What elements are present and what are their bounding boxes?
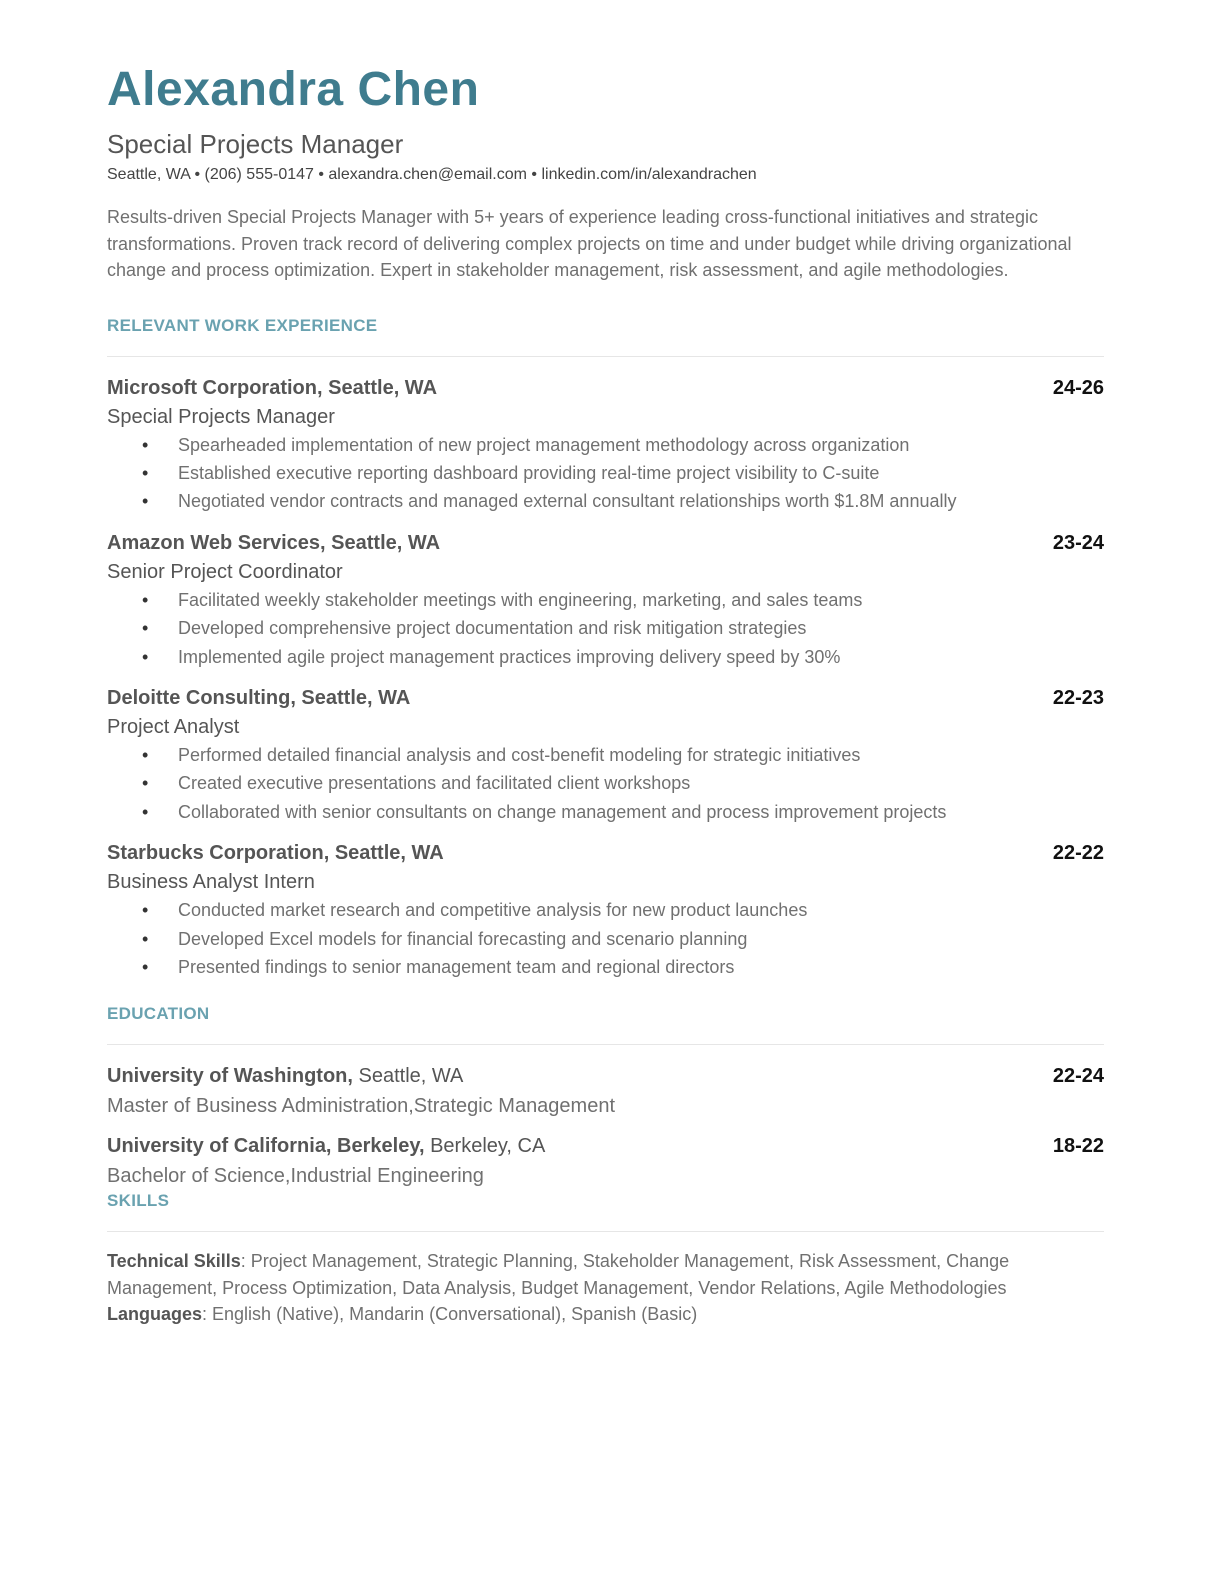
job-bullets xyxy=(107,431,1104,516)
skills-technical-label: Technical Skills xyxy=(107,1251,241,1272)
skills-languages-text: : English (Native), Mandarin (Conversational), Spanish (Basic) xyxy=(202,1304,698,1325)
education-dates: 18-22 xyxy=(1052,1135,1104,1158)
education-location: Seattle, WA xyxy=(352,1065,464,1088)
job-bullets xyxy=(107,586,1104,671)
section-divider xyxy=(107,1231,1104,1232)
job-dates: 22-22 xyxy=(1052,842,1104,865)
skills-technical-text: : Project Management, Strategic Planning, Stakeholder Management, Risk Assessment, Change Management, Process Optimization, Data Analysis, Budget Management, Vendor Relations, Agile Methodologies xyxy=(107,1251,1010,1298)
education-school-line xyxy=(107,1133,545,1159)
job-entry xyxy=(107,375,1104,516)
job-bullet: • Conducted market research and competitive analysis for new product launches xyxy=(107,896,1104,924)
contact-line: Seattle, WA • (206) 555-0147 • alexandra.chen@email.com • linkedin.com/in/alexandrachen xyxy=(107,166,757,183)
job-bullet: • Developed comprehensive project documentation and risk mitigation strategies xyxy=(107,614,1104,642)
section-heading-skills: SKILLS xyxy=(107,1191,170,1211)
education-location: Berkeley, CA xyxy=(424,1135,546,1158)
job-role: Business Analyst Intern xyxy=(107,871,315,894)
skills-technical xyxy=(107,1248,1104,1301)
job-bullet: • Created executive presentations and facilitated client workshops xyxy=(107,769,1104,797)
education-entry xyxy=(107,1063,1104,1120)
job-bullet: • Established executive reporting dashboard providing real-time project visibility to C-suite xyxy=(107,459,1104,487)
job-entry xyxy=(107,530,1104,671)
job-company: Amazon Web Services, Seattle, WA xyxy=(107,531,441,554)
job-bullet: • Performed detailed financial analysis and cost-benefit modeling for strategic initiatives xyxy=(107,741,1104,769)
education-school-line xyxy=(107,1063,463,1089)
candidate-name: Alexandra Chen xyxy=(107,63,480,116)
skills-section xyxy=(107,1190,1104,1328)
experience-section xyxy=(107,315,1104,982)
job-bullets xyxy=(107,896,1104,981)
job-bullet: • Collaborated with senior consultants on change management and process improvement projects xyxy=(107,798,1104,826)
education-degree: Bachelor of Science,Industrial Engineering xyxy=(107,1165,484,1188)
job-role: Senior Project Coordinator xyxy=(107,560,343,583)
job-entry xyxy=(107,840,1104,981)
job-company: Microsoft Corporation, Seattle, WA xyxy=(107,376,438,399)
job-bullet: • Presented findings to senior management team and regional directors xyxy=(107,953,1104,981)
job-bullet: • Implemented agile project management practices improving delivery speed by 30% xyxy=(107,643,1104,671)
skills-languages xyxy=(107,1301,1104,1328)
summary-paragraph: Results-driven Special Projects Manager with 5+ years of experience leading cross-functional initiatives and strategic transformations. Proven track record of delivering complex projects on time and under budget while driving organizational change and process optimization. Expert in stakeholder management, risk assessment, and agile methodologies. xyxy=(107,207,1072,280)
job-bullet: • Spearheaded implementation of new project management methodology across organization xyxy=(107,431,1104,459)
section-divider xyxy=(107,1044,1104,1045)
job-bullet: • Facilitated weekly stakeholder meetings with engineering, marketing, and sales teams xyxy=(107,586,1104,614)
job-dates: 22-23 xyxy=(1052,686,1104,709)
section-divider xyxy=(107,356,1104,357)
section-heading-education: EDUCATION xyxy=(107,1004,210,1024)
education-section xyxy=(107,1003,1104,1190)
job-company: Starbucks Corporation, Seattle, WA xyxy=(107,842,444,865)
education-school: University of Washington, xyxy=(107,1065,353,1088)
education-school: University of California, Berkeley, xyxy=(107,1135,425,1158)
job-entry xyxy=(107,685,1104,826)
job-bullet: • Developed Excel models for financial forecasting and scenario planning xyxy=(107,925,1104,953)
education-degree: Master of Business Administration,Strategic Management xyxy=(107,1095,616,1118)
job-dates: 24-26 xyxy=(1052,376,1104,399)
job-bullets xyxy=(107,741,1104,826)
job-role: Project Analyst xyxy=(107,715,240,738)
job-role: Special Projects Manager xyxy=(107,405,335,428)
job-bullet: • Negotiated vendor contracts and managed external consultant relationships worth $1.8M annually xyxy=(107,487,1104,515)
candidate-title: Special Projects Manager xyxy=(107,129,404,159)
skills-languages-label: Languages xyxy=(107,1304,203,1325)
section-heading-experience: RELEVANT WORK EXPERIENCE xyxy=(107,315,378,335)
job-company: Deloitte Consulting, Seattle, WA xyxy=(107,686,411,709)
job-dates: 23-24 xyxy=(1052,531,1104,554)
education-dates: 22-24 xyxy=(1052,1065,1104,1088)
education-entry xyxy=(107,1133,1104,1190)
